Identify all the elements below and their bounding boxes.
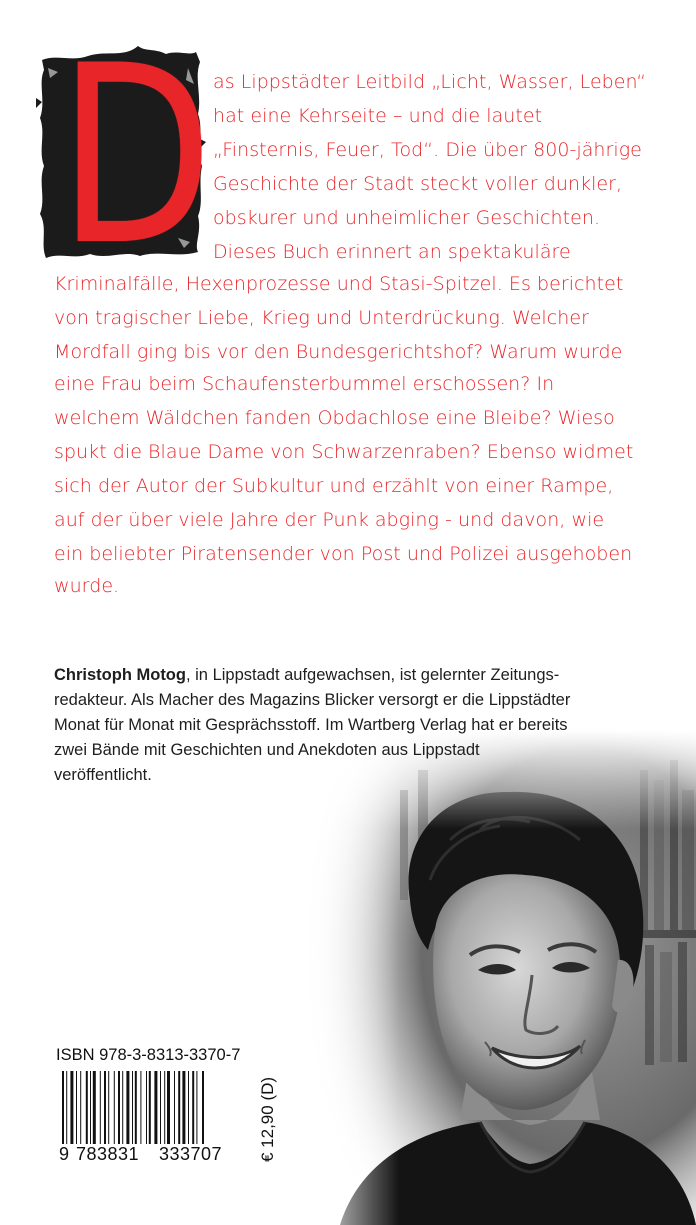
blurb-line: Kriminalfälle, Hexenprozesse und Stasi-Spitzel. Es berichtet [54, 273, 624, 295]
barcode-bar [100, 1071, 101, 1151]
barcode-bar [202, 1071, 204, 1151]
blurb-line: eine Frau beim Schaufensterbummel erschossen? In [54, 373, 555, 395]
barcode-bar [178, 1071, 180, 1151]
barcode-bar [149, 1071, 151, 1151]
blurb-line: von tragischer Liebe, Krieg und Unterdrückung. Welcher [54, 307, 589, 329]
barcode-bar [66, 1071, 67, 1151]
blurb-line: obskurer und unheimlicher Geschichten. [213, 207, 601, 229]
blurb-line: sich der Autor der Subkultur und erzählt von einer Rampe, [54, 475, 614, 497]
barcode [60, 1071, 234, 1151]
barcode-bar [140, 1071, 141, 1151]
blurb-line: welchem Wäldchen fanden Obdachlose eine Bleibe? Wieso [54, 407, 615, 429]
barcode-bar [93, 1071, 96, 1151]
barcode-bar [192, 1071, 194, 1151]
blurb-line: hat eine Kehrseite – und die lautet [213, 105, 543, 127]
bio-line-1 [54, 665, 559, 686]
barcode-digits-left: 783831 [76, 1144, 140, 1164]
barcode-bar [167, 1071, 170, 1151]
barcode-bar [104, 1071, 106, 1151]
barcode-bar [90, 1071, 91, 1151]
blurb-line: Geschichte der Stadt steckt voller dunkler, [213, 173, 623, 195]
author-name: Christoph Motog [54, 666, 186, 684]
blurb-line: Dieses Buch erinnert an spektakuläre [213, 241, 571, 263]
barcode-bar [122, 1071, 123, 1151]
bio-line: Monat für Monat mit Gesprächsstoff. Im Wartberg Verlag hat er bereits [54, 716, 568, 734]
price-label [258, 1050, 278, 1166]
drop-cap [28, 14, 214, 300]
price-text: € 12,90 (D) [258, 1076, 277, 1162]
bio-line-1-text: , in Lippstadt aufgewachsen, ist gelernter Zeitungs- [185, 666, 560, 684]
barcode-bar [135, 1071, 137, 1151]
barcode-bar [182, 1071, 185, 1151]
barcode-bar [62, 1071, 64, 1151]
barcode-bar [188, 1071, 189, 1151]
blurb-line: ein beliebter Piratensender von Post und Polizei ausgehoben [54, 543, 633, 565]
barcode-bar [108, 1071, 109, 1151]
drop-cap-letter: D [58, 14, 214, 300]
barcode-digits [56, 1144, 234, 1166]
blurb-line: auf der über viele Jahre der Punk abging - und davon, wie [54, 509, 605, 531]
barcode-bar [164, 1071, 165, 1151]
barcode-digits-right: 333707 [159, 1144, 223, 1164]
barcode-bar [146, 1071, 147, 1151]
barcode-bar [80, 1071, 81, 1151]
author-photo [300, 730, 696, 1225]
barcode-bar [160, 1071, 161, 1151]
barcode-digit-lead: 9 [59, 1144, 70, 1164]
barcode-bar [114, 1071, 115, 1151]
isbn-label: ISBN 978-3-8313-3370-7 [56, 1046, 241, 1064]
blurb-line: as Lippstädter Leitbild „Licht, Wasser, Leben“ [213, 71, 647, 93]
barcode-bar [70, 1071, 73, 1151]
bio-line: zwei Bände mit Geschichten und Anekdoten aus Lippstadt [54, 741, 480, 759]
barcode-bar [196, 1071, 197, 1151]
bio-line: veröffentlicht. [54, 766, 152, 784]
barcode-bar [118, 1071, 120, 1151]
blurb-line: Mordfall ging bis vor den Bundesgerichtshof? Warum wurde [54, 341, 623, 363]
barcode-bar [76, 1071, 77, 1151]
blurb-line: „Finsternis, Feuer, Tod“. Die über 800-jährige [213, 139, 642, 161]
barcode-bar [126, 1071, 129, 1151]
barcode-bar [174, 1071, 175, 1151]
bio-line: redakteur. Als Macher des Magazins Blicker versorgt er die Lippstädter [54, 691, 571, 709]
blurb-line: wurde. [54, 575, 120, 597]
blurb-line: spukt die Blaue Dame von Schwarzenraben? Ebenso widmet [54, 441, 634, 463]
barcode-bar [86, 1071, 88, 1151]
barcode-bar [154, 1071, 157, 1151]
barcode-bar [132, 1071, 133, 1151]
